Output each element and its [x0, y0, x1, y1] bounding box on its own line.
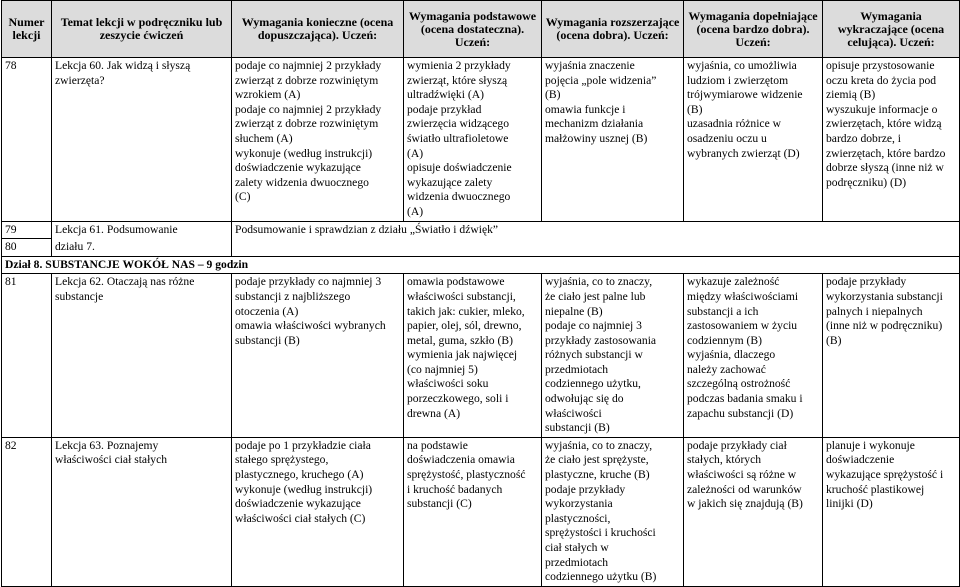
requirement-line: podaje przykłady co najmniej 3: [235, 275, 382, 289]
requirements-table: [1, 0, 960, 587]
requirement-line: substancji (C): [407, 497, 472, 511]
table-row: [2, 274, 960, 438]
requirement-line: wyszukuje informacje o: [826, 102, 938, 116]
requirement-line: zwierząt z dobrze rozwiniętym: [235, 73, 379, 87]
requirement-line: odwołując się do: [545, 392, 624, 406]
requirement-line: zastosowaniem w życiu: [687, 319, 798, 333]
requirement-line: mechanizm działania: [545, 117, 644, 131]
section-row: [2, 256, 960, 274]
header-row: [2, 1, 960, 58]
requirement-line: właściwości ciał stałych (C): [235, 511, 366, 525]
header-podstawowe: Wymagania podstawowe (ocena dostateczna). Uczeń:: [404, 1, 542, 58]
lesson-number: 82: [2, 437, 52, 586]
requirement-line: ultradźwięki (A): [407, 88, 484, 102]
lesson-number: 78: [2, 58, 52, 222]
requirement-line: dobrze słyszą (inne niż w: [826, 161, 944, 175]
header-lesson-number: Numer lekcji: [2, 1, 52, 58]
cell-dopelniajace: [684, 437, 823, 586]
requirement-line: (A): [407, 204, 424, 218]
requirement-line: podaje po 1 przykładzie ciała: [235, 438, 371, 452]
requirement-line: uzasadnia różnice w: [687, 117, 781, 131]
requirement-line: (B): [826, 333, 842, 347]
requirement-line: właściwości substancji,: [407, 289, 516, 303]
lesson-topic: działu 7.: [52, 239, 232, 257]
summary-cell: Podsumowanie i sprawdzian z działu „Światło i dźwięk”: [232, 221, 960, 256]
requirement-line: że ciało jest palne lub: [545, 289, 646, 303]
requirement-line: palnych i niepalnych: [826, 304, 923, 318]
requirement-line: wyjaśnia znaczenie: [545, 59, 635, 72]
requirement-line: podaje przykłady: [545, 482, 626, 496]
requirement-line: wykazujące zalety: [407, 175, 493, 189]
header-lesson-topic: Temat lekcji w podręczniku lub zeszycie ćwiczeń: [52, 1, 232, 58]
requirement-line: (inne niż w podręczniku): [826, 319, 943, 333]
cell-podstawowe: [404, 274, 542, 438]
requirement-line: wykonuje (według instrukcji): [235, 482, 373, 496]
requirement-line: doświadczenia omawia: [407, 453, 515, 467]
lesson-number: 80: [2, 239, 52, 257]
section-heading: Dział 8. SUBSTANCJE WOKÓŁ NAS – 9 godzin: [2, 256, 960, 274]
topic-line: substancje: [55, 289, 104, 303]
requirement-line: bardzo dobrze, i: [826, 131, 902, 145]
requirement-line: metal, guma, szkło (B): [407, 333, 513, 347]
requirement-line: podaje co najmniej 2 przykłady: [235, 59, 382, 72]
requirement-line: substancji z najbliższego: [235, 289, 351, 303]
lesson-number: 81: [2, 274, 52, 438]
requirement-line: podaje przykład: [407, 102, 482, 116]
requirement-line: zwierząt z dobrze rozwiniętym: [235, 117, 379, 131]
cell-dopelniajace: [684, 58, 823, 222]
requirement-line: wyjaśnia, dlaczego: [687, 348, 776, 362]
cell-konieczne: [232, 274, 404, 438]
lesson-topic: [52, 437, 232, 586]
cell-podstawowe: [404, 437, 542, 586]
header-wykraczajace: Wymagania wykraczające (ocena celująca). Uczeń:: [823, 1, 960, 58]
requirement-line: słuchem (A): [235, 131, 293, 145]
requirement-line: substancji (B): [545, 421, 610, 435]
requirement-line: ziemią (B): [826, 88, 876, 102]
requirement-line: doświadczenie wykazujące: [235, 497, 361, 511]
topic-line: Lekcja 63. Poznajemy: [55, 438, 159, 452]
requirement-line: przykłady zastosowania: [545, 333, 657, 347]
lesson-topic: [52, 274, 232, 438]
requirement-line: oczu kreta do życia pod: [826, 73, 937, 87]
requirement-line: należy zachować: [687, 362, 766, 376]
table-row: [2, 437, 960, 586]
requirement-line: podaje przykłady ciał: [687, 438, 787, 452]
requirement-line: linijki (D): [826, 497, 873, 511]
requirement-line: plastycznego, kruchego (A): [235, 468, 364, 482]
requirement-line: wyjaśnia, co to znaczy,: [545, 275, 653, 289]
requirement-line: doświadczenie: [826, 453, 895, 467]
header-konieczne: Wymagania konieczne (ocena dopuszczająca). Uczeń:: [232, 1, 404, 58]
requirement-line: codziennego użytku,: [545, 377, 641, 391]
cell-podstawowe: [404, 58, 542, 222]
requirement-line: światło ultrafioletowe: [407, 131, 509, 145]
cell-rozszerzajace: [542, 274, 684, 438]
requirement-line: podręczniku) (D): [826, 175, 907, 189]
requirement-line: sprężystości i kruchości: [545, 526, 656, 540]
requirement-line: między właściwościami: [687, 289, 799, 303]
requirement-line: codziennym (B): [687, 333, 763, 347]
cell-wykraczajace: [823, 58, 960, 222]
requirement-line: (B): [687, 102, 703, 116]
requirement-line: na podstawie: [407, 438, 468, 452]
requirement-line: wzrokiem (A): [235, 88, 301, 102]
requirement-line: pojęcia „pole widzenia”: [545, 73, 657, 87]
requirement-line: sprężystość, plastyczność: [407, 468, 526, 482]
requirement-line: plastyczne, kruche (B): [545, 468, 650, 482]
table-row: [2, 58, 960, 222]
requirement-line: plastyczności,: [545, 511, 611, 525]
requirement-line: takich jak: cukier, mleko,: [407, 304, 525, 318]
requirement-line: wykorzystania: [545, 497, 613, 511]
requirement-line: wyjaśnia, co to znaczy,: [545, 438, 653, 452]
requirement-line: przedmiotach: [545, 555, 609, 569]
requirement-line: ludziom i zwierzętom: [687, 73, 789, 87]
requirement-line: opisuje przystosowanie: [826, 59, 935, 72]
requirement-line: zwierzętach, które widzą: [826, 117, 942, 131]
requirement-line: przedmiotach: [545, 362, 609, 376]
requirement-line: widzenia dwuocznego: [407, 190, 511, 204]
requirement-line: właściwości soku: [407, 377, 489, 391]
requirement-line: drewna (A): [407, 406, 461, 420]
requirement-line: wykazujące sprężystość i: [826, 468, 944, 482]
requirement-line: podaje co najmniej 3: [545, 319, 642, 333]
requirement-line: doświadczenie wykazujące: [235, 161, 361, 175]
requirement-line: wykazuje zależność: [687, 275, 780, 289]
requirement-line: zwierzętach, które bardzo: [826, 146, 946, 160]
cell-wykraczajace: [823, 274, 960, 438]
requirement-line: (C): [235, 190, 251, 204]
requirement-line: zalety widzenia dwuocznego: [235, 175, 369, 189]
requirement-line: że ciało jest sprężyste,: [545, 453, 649, 467]
header-dopelniajace: Wymagania dopełniające (ocena bardzo dobra). Uczeń:: [684, 1, 823, 58]
requirement-line: wymienia 2 przykłady: [407, 59, 511, 72]
requirement-line: zapachu substancji (D): [687, 406, 794, 420]
requirement-line: właściwości: [545, 406, 602, 420]
requirement-line: osadzeniu oczu u: [687, 131, 767, 145]
requirement-line: omawia funkcje i: [545, 102, 626, 116]
requirement-line: stałego sprężystego,: [235, 453, 329, 467]
requirement-line: trójwymiarowe widzenie: [687, 88, 803, 102]
cell-wykraczajace: [823, 437, 960, 586]
requirement-line: wybranych zwierząt (D): [687, 146, 800, 160]
requirement-line: podczas badania smaku i: [687, 392, 803, 406]
requirement-line: planuje i wykonuje: [826, 438, 915, 452]
requirement-line: papier, olej, sól, drewno,: [407, 319, 522, 333]
requirement-line: wykonuje (według instrukcji): [235, 146, 373, 160]
requirement-line: zależności od warunków: [687, 482, 802, 496]
lesson-number: 79: [2, 221, 52, 239]
lesson-topic: Lekcja 61. Podsumowanie: [52, 221, 232, 239]
requirement-line: (A): [407, 146, 424, 160]
requirement-line: ciał stałych w: [545, 541, 609, 554]
requirement-line: w jakich się znajdują (B): [687, 497, 803, 511]
requirement-line: omawia właściwości wybranych: [235, 319, 386, 333]
topic-line: Lekcja 62. Otaczają nas różne: [55, 275, 195, 289]
requirement-line: i kruchość badanych: [407, 482, 503, 496]
header-rozszerzajace: Wymagania rozszerzające (ocena dobra). Uczeń:: [542, 1, 684, 58]
requirement-line: stałych, których: [687, 453, 762, 467]
requirement-line: niepalne (B): [545, 304, 603, 318]
requirement-line: otoczenia (A): [235, 304, 299, 318]
requirement-line: podaje przykłady: [826, 275, 907, 289]
topic-line: właściwości ciał stałych: [55, 453, 168, 467]
requirement-line: różnych substancji w: [545, 348, 643, 362]
cell-dopelniajace: [684, 274, 823, 438]
requirement-line: codziennego użytku (B): [545, 570, 657, 584]
requirement-line: kruchość plastikowej: [826, 482, 925, 496]
cell-konieczne: [232, 437, 404, 586]
requirement-line: szczególną ostrożność: [687, 377, 791, 391]
lesson-topic: Lekcja 60. Jak widzą i słyszą zwierzęta?: [52, 58, 232, 222]
table-row: [2, 221, 960, 239]
cell-rozszerzajace: [542, 58, 684, 222]
requirement-line: małżowiny usznej (B): [545, 131, 648, 145]
requirement-line: opisuje doświadczenie: [407, 161, 512, 175]
requirement-line: podaje co najmniej 2 przykłady: [235, 102, 382, 116]
requirement-line: wyjaśnia, co umożliwia: [687, 59, 797, 72]
cell-konieczne: [232, 58, 404, 222]
requirement-line: zwierzęcia widzącego: [407, 117, 510, 131]
requirement-line: substancji a ich: [687, 304, 759, 318]
requirement-line: (co najmniej 5): [407, 362, 478, 376]
requirement-line: (B): [545, 88, 561, 102]
requirement-line: wykorzystania substancji: [826, 289, 943, 303]
requirement-line: substancji (B): [235, 333, 300, 347]
requirement-line: właściwości są różne w: [687, 468, 797, 482]
requirement-line: porzeczkowego, soli i: [407, 392, 509, 406]
requirement-line: omawia podstawowe: [407, 275, 505, 289]
requirement-line: wymienia jak najwięcej: [407, 348, 518, 362]
cell-rozszerzajace: [542, 437, 684, 586]
requirement-line: zwierząt, które słyszą: [407, 73, 508, 87]
